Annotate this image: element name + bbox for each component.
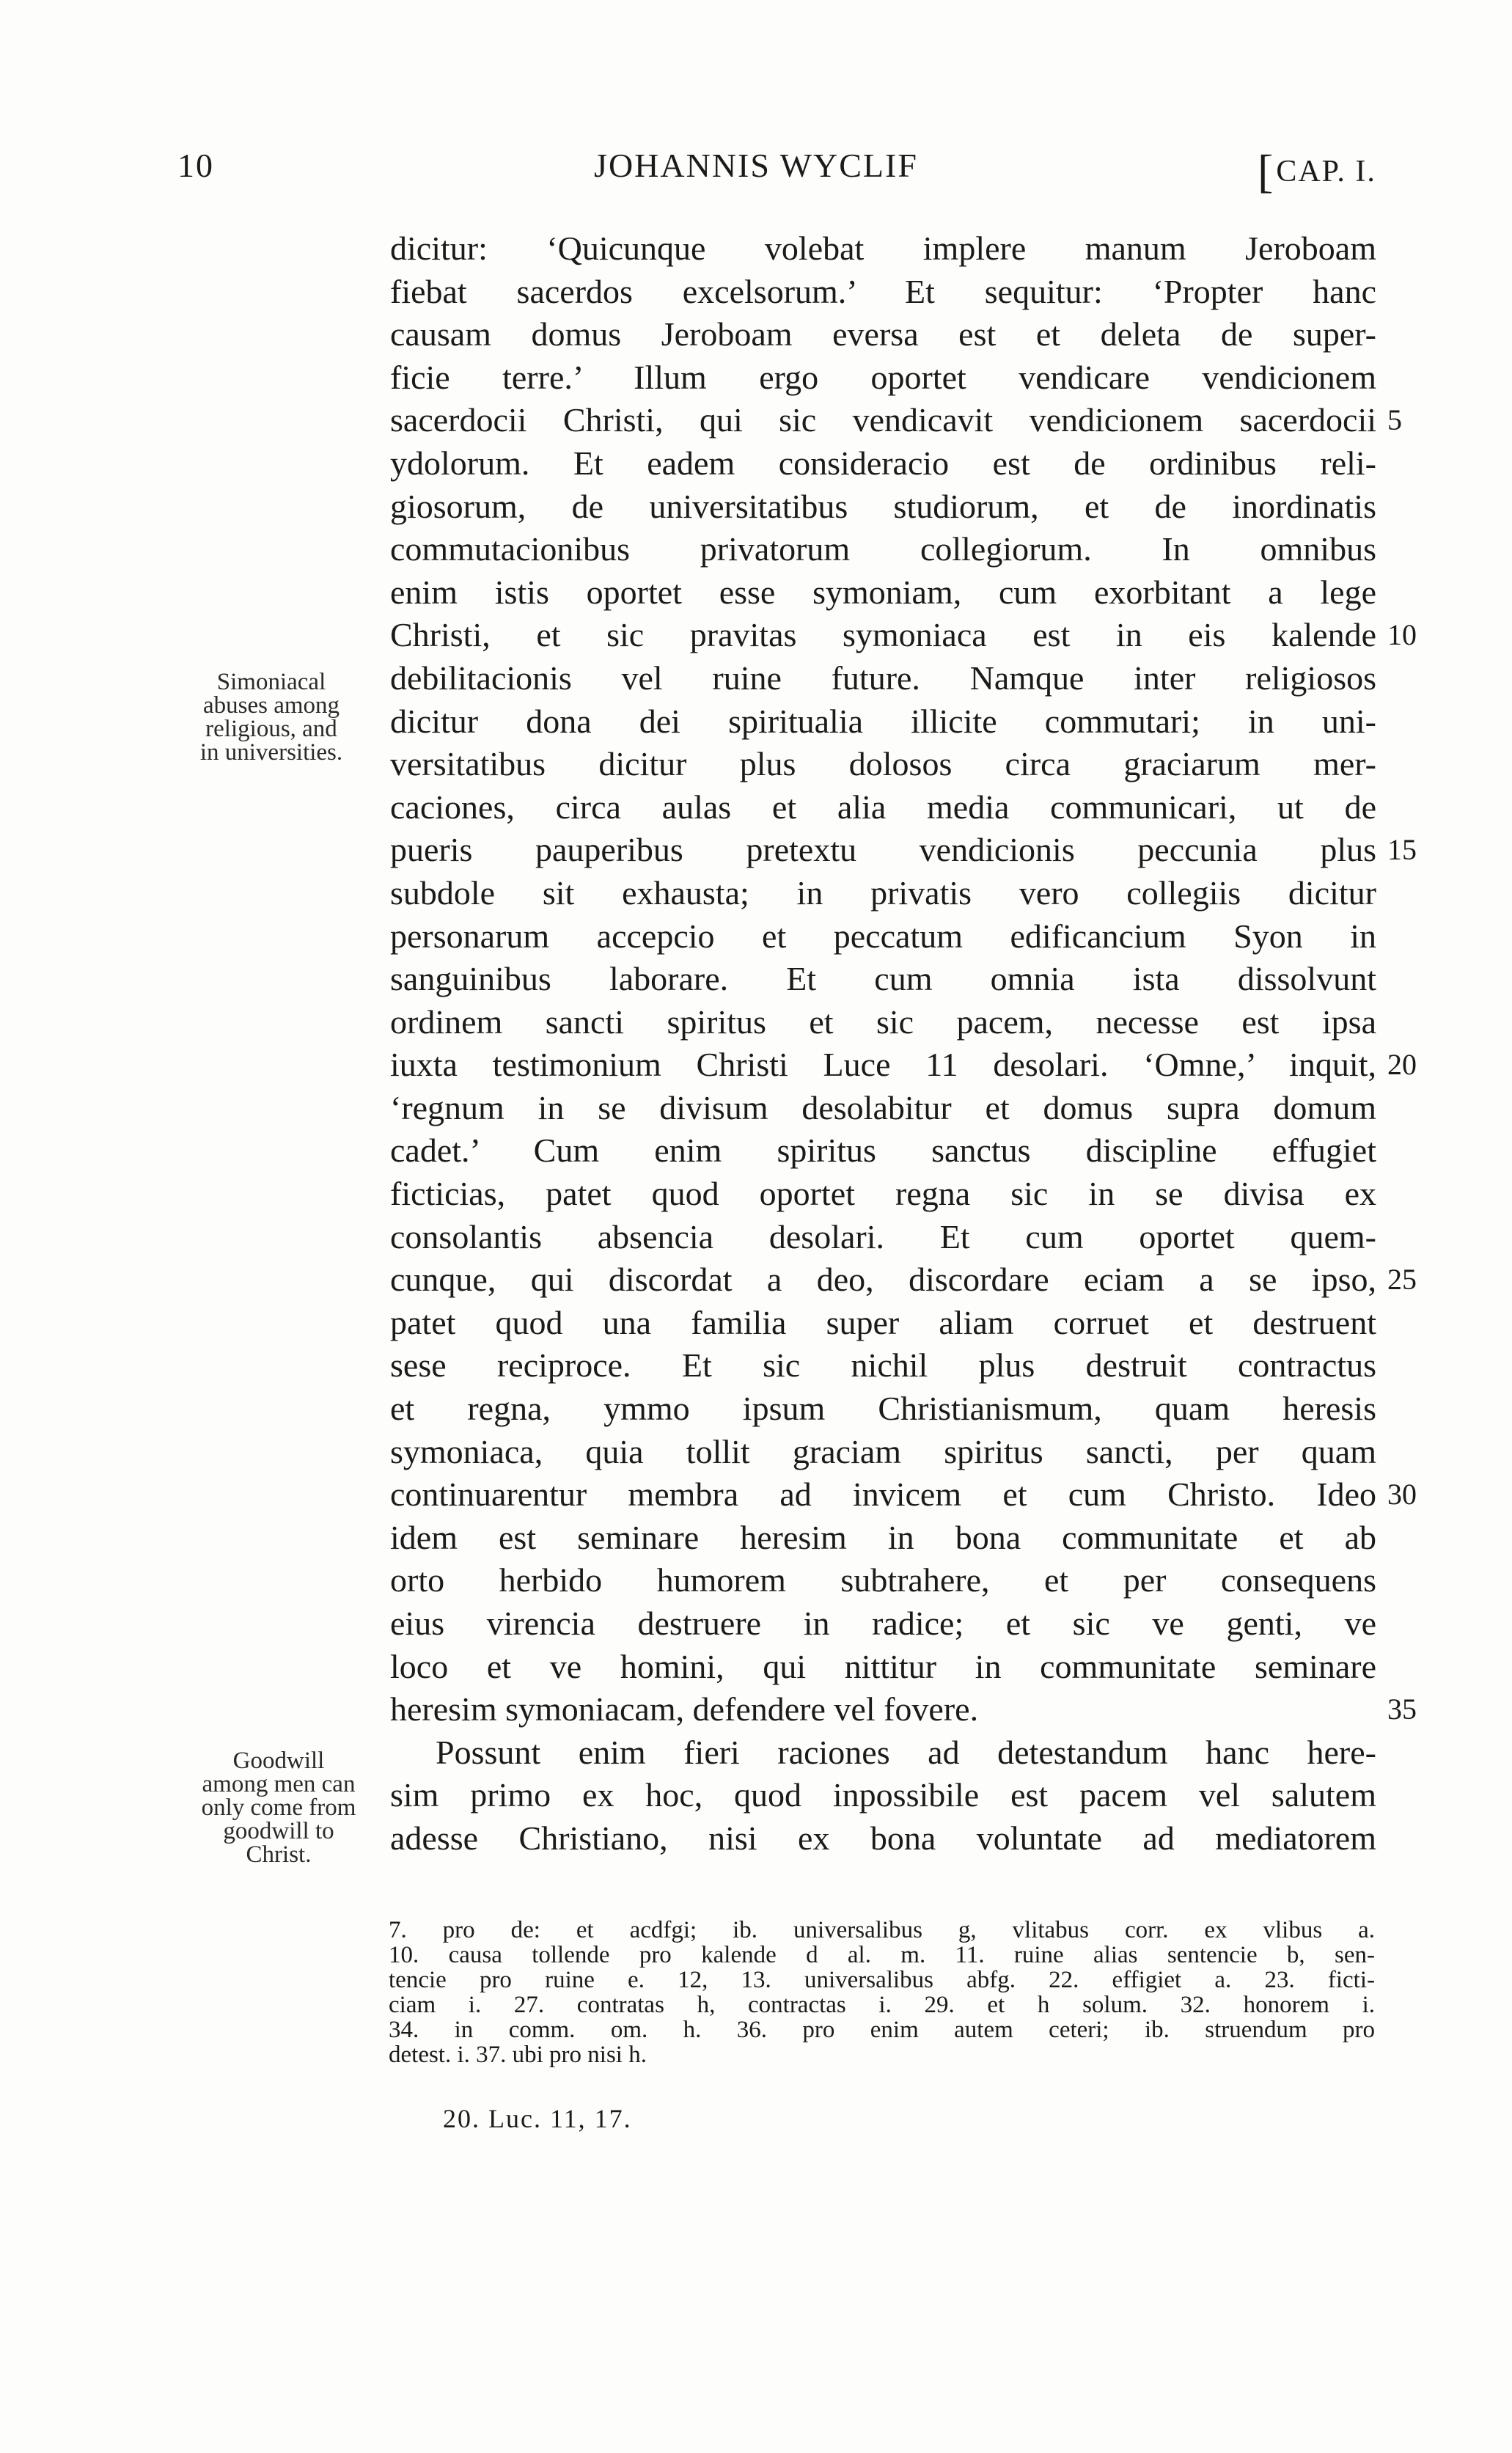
footnote-line: 7. pro de: et acdfgi; ib. universalibus g, vlitabus corr. ex vlibus a. <box>389 1917 1375 1943</box>
side-note-goodwill <box>180 1749 378 1866</box>
text-line: ficie terre.’ Illum ergo oportet vendicare vendicionem <box>390 358 1376 396</box>
text-line: eius virencia destruere in radice; et sic ve genti, ve <box>390 1605 1376 1642</box>
text-line: caciones, circa aulas et alia media communicari, ut de <box>390 788 1376 826</box>
text-line: Possunt enim fieri raciones ad detestandum hanc here- <box>436 1733 1376 1771</box>
text-line-content: continuarentur membra ad invicem et cum Christo. Ideo <box>390 1475 1376 1514</box>
side-note-line: goodwill to <box>223 1818 334 1844</box>
text-line: dicitur dona dei spiritualia illicite commutari; in uni- <box>390 702 1376 740</box>
side-note-simoniacal <box>172 670 370 764</box>
text-line: orto herbido humorem subtrahere, et per consequens <box>390 1561 1376 1599</box>
running-header <box>0 144 1512 197</box>
text-line: sim primo ex hoc, quod inpossibile est pacem vel salutem <box>390 1776 1376 1814</box>
text-line: idem est seminare heresim in bona communitate et ab <box>390 1518 1376 1556</box>
text-line: sese reciproce. Et sic nichil plus destruit contractus <box>390 1346 1376 1385</box>
text-line: commutacionibus privatorum collegiorum. In omnibus <box>390 530 1376 568</box>
side-note-line: Goodwill <box>232 1748 325 1774</box>
line-number: 5 <box>1387 403 1402 437</box>
text-line-content: heresim symoniacam, defendere vel fovere. <box>390 1690 979 1728</box>
text-line-content: sacerdocii Christi, qui sic vendicavit vendicionem sacerdocii <box>390 401 1376 439</box>
text-line: ‘regnum in se divisum desolabitur et domus supra domum <box>390 1088 1376 1126</box>
chapter-text: CAP. I. <box>1276 155 1376 188</box>
critical-apparatus <box>389 1918 1375 2067</box>
text-line-content: iuxta testimonium Christi Luce 11 desolari. ‘Omne,’ inquit, <box>390 1046 1376 1084</box>
footnote-line: tencie pro ruine e. 12, 13. universalibus abfg. 22. effigiet a. 23. ficti- <box>389 1967 1375 1993</box>
side-note-line: only come from <box>201 1794 356 1821</box>
line-number: 20 <box>1387 1048 1417 1082</box>
text-line <box>390 614 1417 657</box>
text-line: adesse Christiano, nisi ex bona voluntate ad mediatorem <box>390 1819 1376 1857</box>
main-text <box>390 227 1417 1860</box>
page-number: 10 <box>177 147 214 184</box>
chapter-bracket: [ <box>1258 145 1275 197</box>
text-line: cadet.’ Cum enim spiritus sanctus discipline effugiet <box>390 1132 1376 1170</box>
text-line: ficticias, patet quod oportet regna sic in se divisa ex <box>390 1175 1376 1213</box>
text-line: subdole sit exhausta; in privatis vero collegiis dicitur <box>390 873 1376 912</box>
line-number: 10 <box>1387 618 1417 652</box>
text-line-content: pueris pauperibus pretextu vendicionis peccunia plus <box>390 831 1376 869</box>
text-line <box>390 1473 1417 1517</box>
text-line: symoniaca, quia tollit graciam spiritus sancti, per quam <box>390 1432 1376 1470</box>
side-note-line: among men can <box>202 1771 356 1797</box>
text-line <box>390 829 1417 872</box>
line-number: 30 <box>1387 1478 1417 1511</box>
text-line: sanguinibus laborare. Et cum omnia ista dissolvunt <box>390 960 1376 998</box>
text-line-content: cunque, qui discordat a deo, discordare eciam a se ipso, <box>390 1261 1376 1299</box>
text-line: debilitacionis vel ruine future. Namque inter religiosos <box>390 659 1376 697</box>
line-number: 25 <box>1387 1263 1417 1297</box>
running-title: JOHANNIS WYCLIF <box>594 147 918 184</box>
text-line <box>390 399 1402 442</box>
footnote-line: ciam i. 27. contratas h, contractas i. 29. et h solum. 32. honorem i. <box>389 1992 1375 2018</box>
text-line: et regna, ymmo ipsum Christianismum, quam heresis <box>390 1390 1376 1428</box>
text-line <box>390 1688 1417 1731</box>
text-line: giosorum, de universitatibus studiorum, et de inordinatis <box>390 487 1376 525</box>
text-line <box>390 1044 1417 1087</box>
text-line: versitatibus dicitur plus dolosos circa graciarum mer- <box>390 745 1376 783</box>
text-line: personarum accepcio et peccatum edificancium Syon in <box>390 917 1376 955</box>
side-note-line: in universities. <box>199 739 343 766</box>
side-note-line: religious, and <box>205 716 337 742</box>
text-line: consolantis absencia desolari. Et cum oportet quem- <box>390 1217 1376 1255</box>
side-note-line: abuses among <box>202 692 340 719</box>
line-number: 35 <box>1387 1693 1417 1726</box>
text-line: loco et ve homini, qui nittitur in communitate seminare <box>390 1647 1376 1685</box>
text-line <box>390 1258 1417 1302</box>
text-line: fiebat sacerdos excelsorum.’ Et sequitur: ‘Propter hanc <box>390 272 1376 310</box>
side-note-line: Christ. <box>246 1841 312 1868</box>
chapter-label <box>1258 144 1376 197</box>
side-note-line: Simoniacal <box>216 669 326 695</box>
cross-reference: 20. Luc. 11, 17. <box>443 2104 632 2133</box>
text-line: ydolorum. Et eadem consideracio est de ordinibus reli- <box>390 444 1376 482</box>
text-line: enim istis oportet esse symoniam, cum exorbitant a lege <box>390 573 1376 611</box>
line-number: 15 <box>1387 833 1417 867</box>
text-line: causam domus Jeroboam eversa est et deleta de super- <box>390 315 1376 353</box>
text-line: ordinem sancti spiritus et sic pacem, necesse est ipsa <box>390 1002 1376 1041</box>
text-line-content: Christi, et sic pravitas symoniaca est in eis kalende <box>390 616 1376 654</box>
text-line: patet quod una familia super aliam corruet et destruent <box>390 1303 1376 1341</box>
text-line: dicitur: ‘Quicunque volebat implere manum Jeroboam <box>390 230 1376 267</box>
footnote-line: 34. in comm. om. h. 36. pro enim autem ceteri; ib. struendum pro <box>389 2017 1375 2043</box>
footnote-line: detest. i. 37. ubi pro nisi h. <box>389 2042 647 2068</box>
footnote-line: 10. causa tollende pro kalende d al. m. 11. ruine alias sentencie b, sen- <box>389 1942 1375 1968</box>
